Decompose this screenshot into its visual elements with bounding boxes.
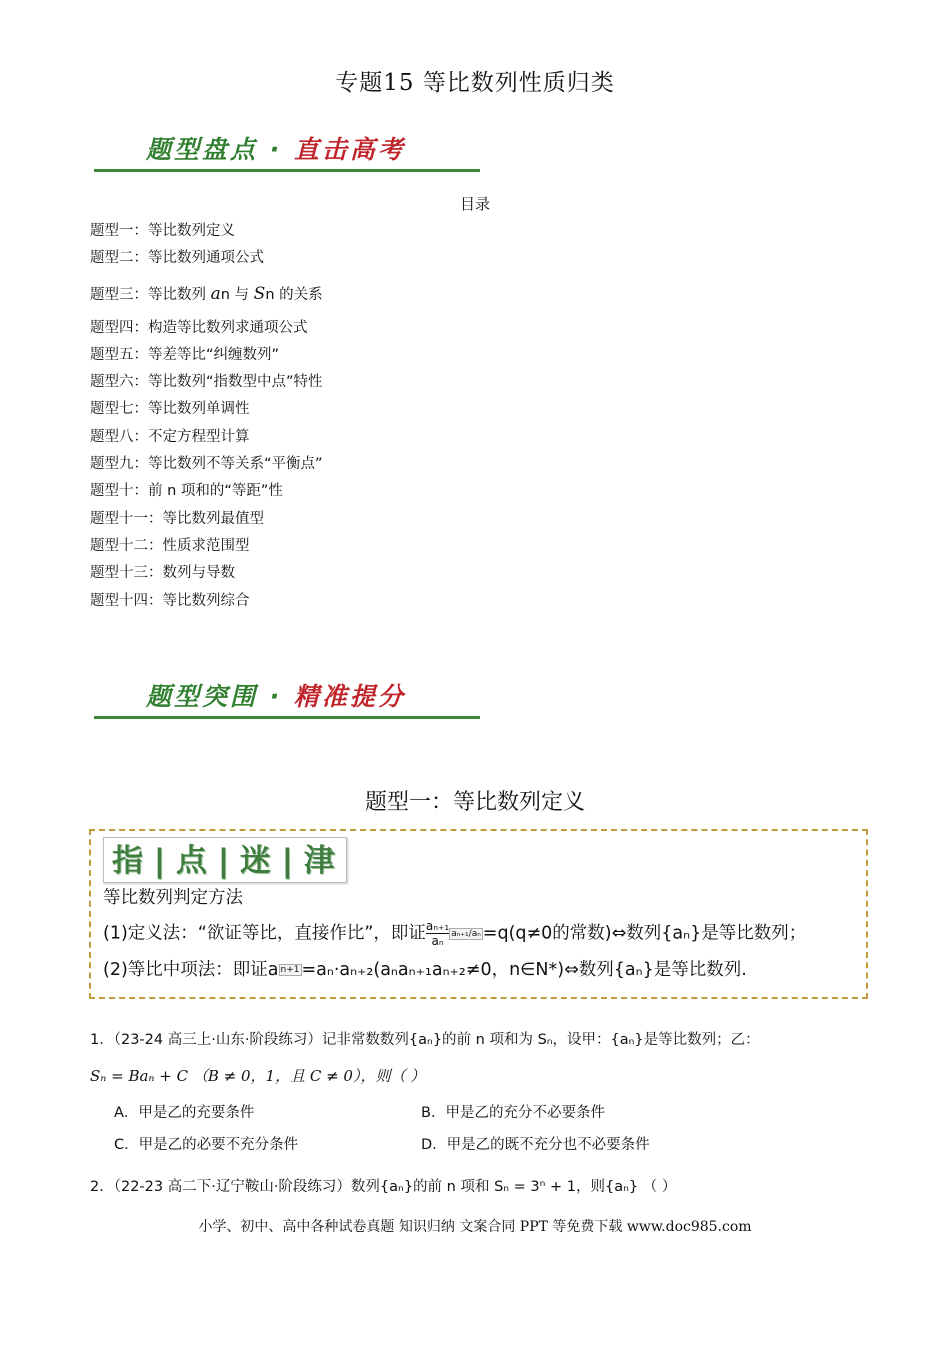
toc-item[interactable]: 题型十一：等比数列最值型 bbox=[90, 510, 264, 527]
banner-text: 题型盘点 · 直击高考 bbox=[146, 135, 406, 164]
toc-item[interactable]: 题型十：前 n 项和的“等距”性 bbox=[90, 483, 283, 500]
table-of-contents bbox=[90, 221, 323, 618]
tip-box bbox=[89, 829, 868, 999]
banner-underline bbox=[94, 169, 480, 172]
toc-item[interactable]: 题型八：不定方程型计算 bbox=[90, 428, 250, 445]
option-b[interactable]: B．甲是乙的充分不必要条件 bbox=[421, 1105, 605, 1121]
tip-line-definition: (1)定义法：“欲证等比，直接作比”，即证 $\frac{\text{aₙ₊₁}}{\text{aₙ}}$ aₙ₊₁/aₙ =q(q≠0的常数)⇔数列{aₙ}是等比数列； bbox=[103, 919, 807, 948]
question-1-stem: 1．（23-24 高三上·山东·阶段练习）记非常数数列{aₙ}的前 n 项和为 Sₙ，设甲：{aₙ}是等比数列；乙： bbox=[90, 1032, 760, 1048]
toc-item[interactable]: 题型三：等比数列 an 与 Sn 的关系 bbox=[90, 283, 323, 304]
fraction: $\frac{\text{aₙ₊₁}}{\text{aₙ}}$ bbox=[425, 919, 450, 948]
tip-logo: 指 | 点 | 迷 | 津 bbox=[103, 837, 347, 883]
embedded-formula-image: aₙ₊₁/aₙ bbox=[451, 928, 481, 939]
toc-item[interactable]: 题型五：等差等比“纠缠数列” bbox=[90, 346, 280, 363]
page-footer: 小学、初中、高中各种试卷真题 知识归纳 文案合同 PPT 等免费下载 www.doc985.com bbox=[198, 1219, 752, 1235]
embedded-formula-image: n+1 bbox=[280, 965, 300, 975]
toc-item[interactable]: 题型一：等比数列定义 bbox=[90, 223, 235, 239]
section-banner-overview bbox=[90, 112, 480, 178]
option-c[interactable]: C．甲是乙的必要不充分条件 bbox=[114, 1137, 299, 1153]
toc-title: 目录 bbox=[459, 195, 490, 213]
toc-item[interactable]: 题型四：构造等比数列求通项公式 bbox=[90, 319, 308, 336]
option-a[interactable]: A．甲是乙的充要条件 bbox=[114, 1105, 255, 1121]
banner-underline bbox=[94, 716, 480, 719]
page-title: 专题15 等比数列性质归类 bbox=[335, 70, 615, 96]
banner-text: 题型突围 · 精准提分 bbox=[146, 682, 406, 711]
toc-item[interactable]: 题型十四：等比数列综合 bbox=[90, 592, 250, 609]
section-heading: 题型一：等比数列定义 bbox=[364, 790, 585, 815]
toc-item[interactable]: 题型六：等比数列“指数型中点”特性 bbox=[90, 374, 323, 391]
toc-item[interactable]: 题型九：等比数列不等关系“平衡点” bbox=[90, 456, 323, 473]
toc-item[interactable]: 题型十三：数列与导数 bbox=[90, 565, 235, 582]
toc-item[interactable]: 题型十二：性质求范围型 bbox=[90, 537, 250, 554]
section-banner-practice bbox=[90, 659, 480, 725]
question-2-stem: 2．（22-23 高二下·辽宁鞍山·阶段练习）数列{aₙ}的前 n 项和 Sₙ = 3ⁿ + 1，则{aₙ} （ ） bbox=[90, 1179, 677, 1195]
tip-line-middle-term: (2)等比中项法：即证a n+1 =aₙ·aₙ₊₂(aₙaₙ₊₁aₙ₊₂≠0，n∈N*)⇔数列{aₙ}是等比数列. bbox=[103, 960, 747, 980]
tip-heading: 等比数列判定方法 bbox=[103, 888, 243, 908]
toc-item[interactable]: 题型二：等比数列通项公式 bbox=[90, 250, 264, 267]
question-1-condition: Sₙ = Baₙ + C （B ≠ 0，1，且 C ≠ 0），则（ ） bbox=[90, 1067, 426, 1085]
option-d[interactable]: D．甲是乙的既不充分也不必要条件 bbox=[421, 1137, 650, 1153]
toc-item[interactable]: 题型七：等比数列单调性 bbox=[90, 401, 250, 418]
